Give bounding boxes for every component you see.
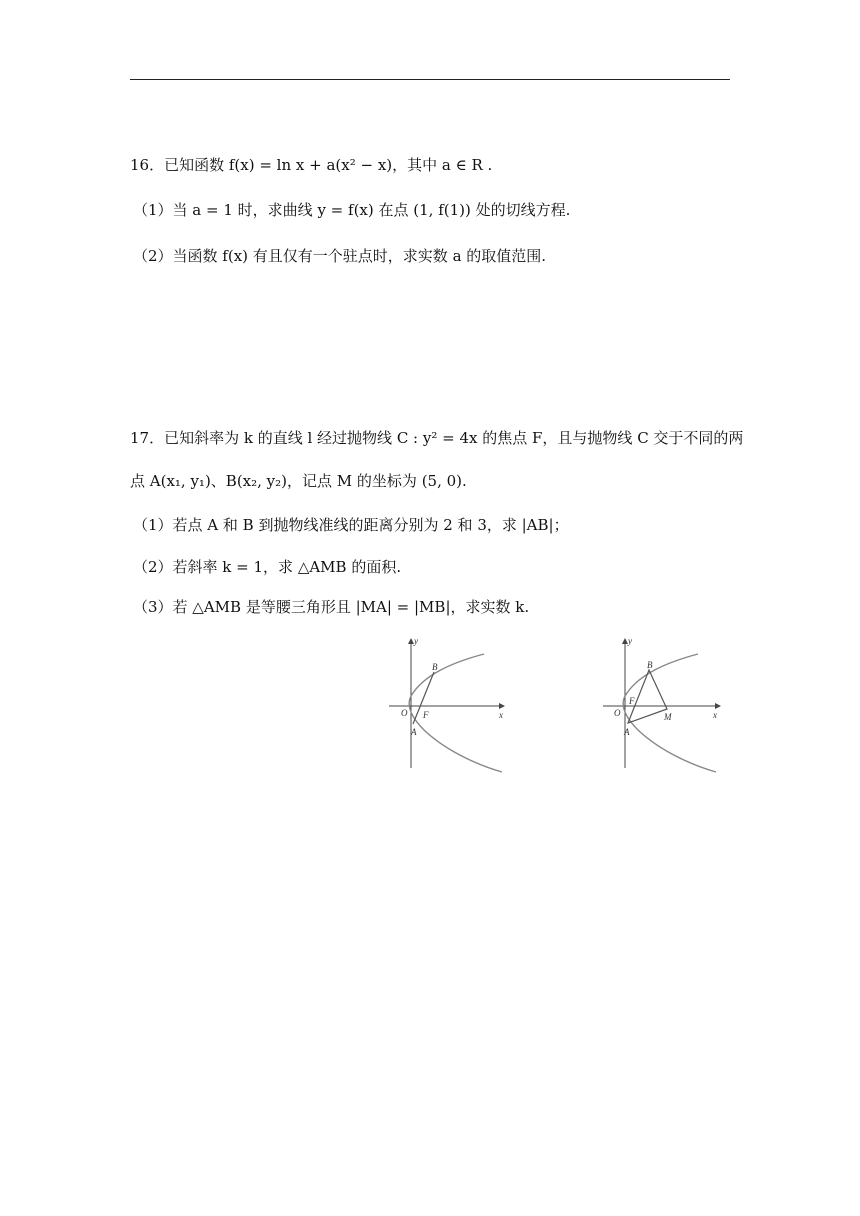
x-label: x [713, 710, 717, 720]
point-b-label: B [432, 662, 438, 672]
point-m-label: M [664, 712, 672, 722]
figure-2 [600, 634, 730, 783]
q17-part1: （1）若点 A 和 B 到抛物线准线的距离分别为 2 和 3，求 |AB|； [133, 516, 569, 534]
y-label: y [414, 636, 418, 646]
q17-stem-line1: 17．已知斜率为 k 的直线 l 经过抛物线 C : y² = 4x 的焦点 F，且与抛物线 C 交于不同的两 [130, 429, 744, 447]
point-a-label: A [411, 727, 417, 737]
q17-stem-line2: 点 A(x₁, y₁)、B(x₂, y₂)，记点 M 的坐标为 (5, 0). [130, 472, 467, 490]
q16-part2: （2）当函数 f(x) 有且仅有一个驻点时，求实数 a 的取值范围. [133, 247, 547, 265]
q17-part2: （2）若斜率 k = 1，求 △AMB 的面积. [133, 558, 402, 576]
point-a-label: A [624, 727, 630, 737]
origin-label: O [401, 708, 408, 718]
x-label: x [499, 710, 503, 720]
header-rule [130, 79, 730, 80]
focus-label: F [423, 710, 429, 720]
origin-label: O [614, 708, 621, 718]
figure-2-svg [600, 634, 730, 779]
y-label: y [628, 636, 632, 646]
point-b-label: B [647, 660, 653, 670]
figure-1 [384, 634, 514, 783]
q16-stem: 16．已知函数 f(x) = ln x + a(x² − x)，其中 a ∈ R . [130, 156, 493, 174]
focus-label: F [629, 696, 635, 706]
figure-1-svg [384, 634, 514, 779]
q17-part3: （3）若 △AMB 是等腰三角形且 |MA| = |MB|，求实数 k. [133, 598, 530, 616]
q16-part1: （1）当 a = 1 时，求曲线 y = f(x) 在点 (1, f(1)) 处的切线方程. [133, 201, 571, 219]
